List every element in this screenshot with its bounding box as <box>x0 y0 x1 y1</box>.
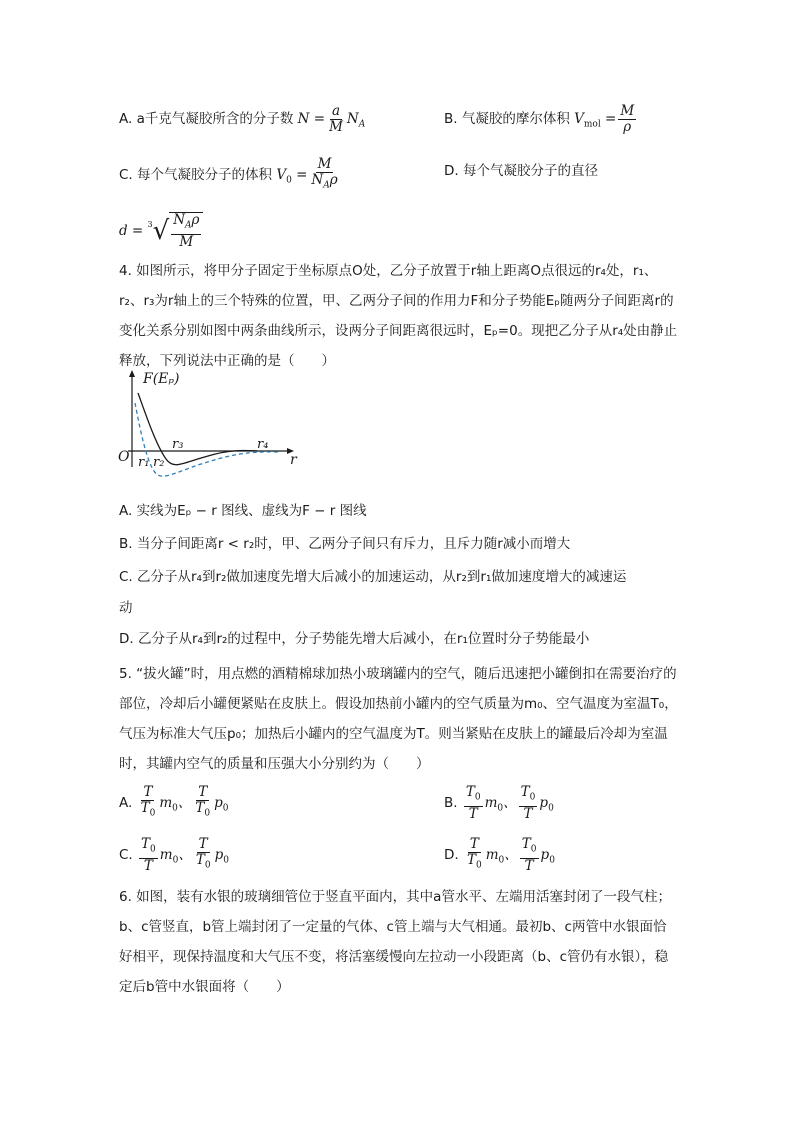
q3-option-c <box>119 157 342 194</box>
q3-option-a <box>119 104 365 136</box>
q3-option-a-text: A. a千克气凝胶所含的分子数 <box>119 111 294 127</box>
q4-option-a: A. 实线为Eₚ − r 图线、虚线为F − r 图线 <box>119 503 367 519</box>
y-axis-label: F(Eₚ) <box>143 371 180 387</box>
q5-option-b <box>444 785 554 822</box>
q6-stem: 6. 如图，装有水银的玻璃细管位于竖直平面内，其中a管水平、左端用活塞封闭了一段气柱；b、c管竖直，b管上端封闭了一定量的气体、c管上端与大气相通。最初b、c两管中水银面恰好相平，现保持温度和大气压不变，将活塞缓慢向左拉动一小段距离（b、c管仍有水银），稳定后b管中水银面将（ ） <box>119 889 671 995</box>
q5-option-a-formula: $\frac{T}{T_0}$ $m_0$、 $\frac{T}{T_0}$ $p_0$ <box>140 784 229 819</box>
q4-option-b: B. 当分子间距离r < r₂时，甲、乙两分子间只有斥力，且斥力随r减小而增大 <box>119 536 571 552</box>
r1-label: r₁ <box>138 455 150 470</box>
q5-option-c-label: C. <box>119 846 133 863</box>
y-axis-arrow <box>129 370 135 377</box>
q4-option-c-line2: 动 <box>119 600 133 616</box>
q3-option-b-formula: $V_{mol}$ = $\frac{M}{\rho}$ <box>574 103 635 135</box>
q5-option-a <box>119 785 229 822</box>
q3-option-d-formula: d = 3 √ $\frac{N_A\rho}{M}$ <box>119 212 203 250</box>
q5-option-d-label: D. <box>444 846 459 863</box>
origin-label: O <box>118 449 130 465</box>
q5-option-b-label: B. <box>444 794 458 811</box>
q4-option-c-line1: C. 乙分子从r₄到r₂做加速度先增大后减小的加速运动，从r₂到r₁做加速度增大的减速运 <box>119 569 627 585</box>
x-axis-label: r <box>290 452 297 468</box>
q3-option-d-text: D. 每个气凝胶分子的直径 <box>444 163 598 179</box>
q5-option-c <box>119 837 229 874</box>
q4-stem: 4. 如图所示，将甲分子固定于坐标原点O处，乙分子放置于r轴上距离O点很远的r₄处，r₁、r₂、r₃为r轴上的三个特殊的位置，甲、乙两分子间的作用力F和分子势能Eₚ随两分子间距离r的变化关系分别如图中两条曲线所示，设两分子间距离很远时，Eₚ=0。现把乙分子从r₄处由静止释放，下列说法中正确的是（ ） <box>119 263 678 369</box>
q4-option-d: D. 乙分子从r₄到r₂的过程中，分子势能先增大后减小，在r₁位置时分子势能最小 <box>119 631 590 647</box>
q5-option-d <box>444 837 555 874</box>
q5-stem: 5. “拔火罐”时，用点燃的酒精棉球加热小玻璃罐内的空气，随后迅速把小罐倒扣在需要治疗的部位，冷却后小罐便紧贴在皮肤上。假设加热前小罐内的空气质量为m₀、空气温度为室温T₀，气压为标准大气压p₀；加热后小罐内的空气温度为T。则当紧贴在皮肤上的罐最后冷却为室温时，其罐内空气的质量和压强大小分别约为（ ） <box>119 666 678 772</box>
q5-option-c-formula: $\frac{T_0}{T}$ $m_0$、 $\frac{T}{T_0}$ $p_0$ <box>141 836 229 874</box>
q3-option-a-formula: N = $\frac{a}{M}$ $N_A$ <box>297 103 366 135</box>
q3-option-c-text: C. 每个气凝胶分子的体积 <box>119 166 273 183</box>
q3-option-b <box>444 104 638 136</box>
r2-label: r₂ <box>153 455 165 470</box>
q3-option-b-text: B. 气凝胶的摩尔体积 <box>444 111 570 127</box>
q5-option-d-formula: $\frac{T}{T_0}$ $m_0$、 $\frac{T_0}{T}$ $p_0$ <box>466 836 555 874</box>
q3-option-d <box>444 160 598 182</box>
r4-label: r₄ <box>257 437 269 452</box>
q5-option-a-label: A. <box>119 794 133 811</box>
q3-option-c-formula: $V_0$ = $\frac{M}{N_A\rho}$ <box>276 156 338 191</box>
q5-option-b-formula: $\frac{T_0}{T}$ $m_0$、 $\frac{T_0}{T}$ $p_0$ <box>465 784 554 822</box>
r3-label: r₃ <box>172 437 184 452</box>
q4-figure <box>118 367 303 477</box>
